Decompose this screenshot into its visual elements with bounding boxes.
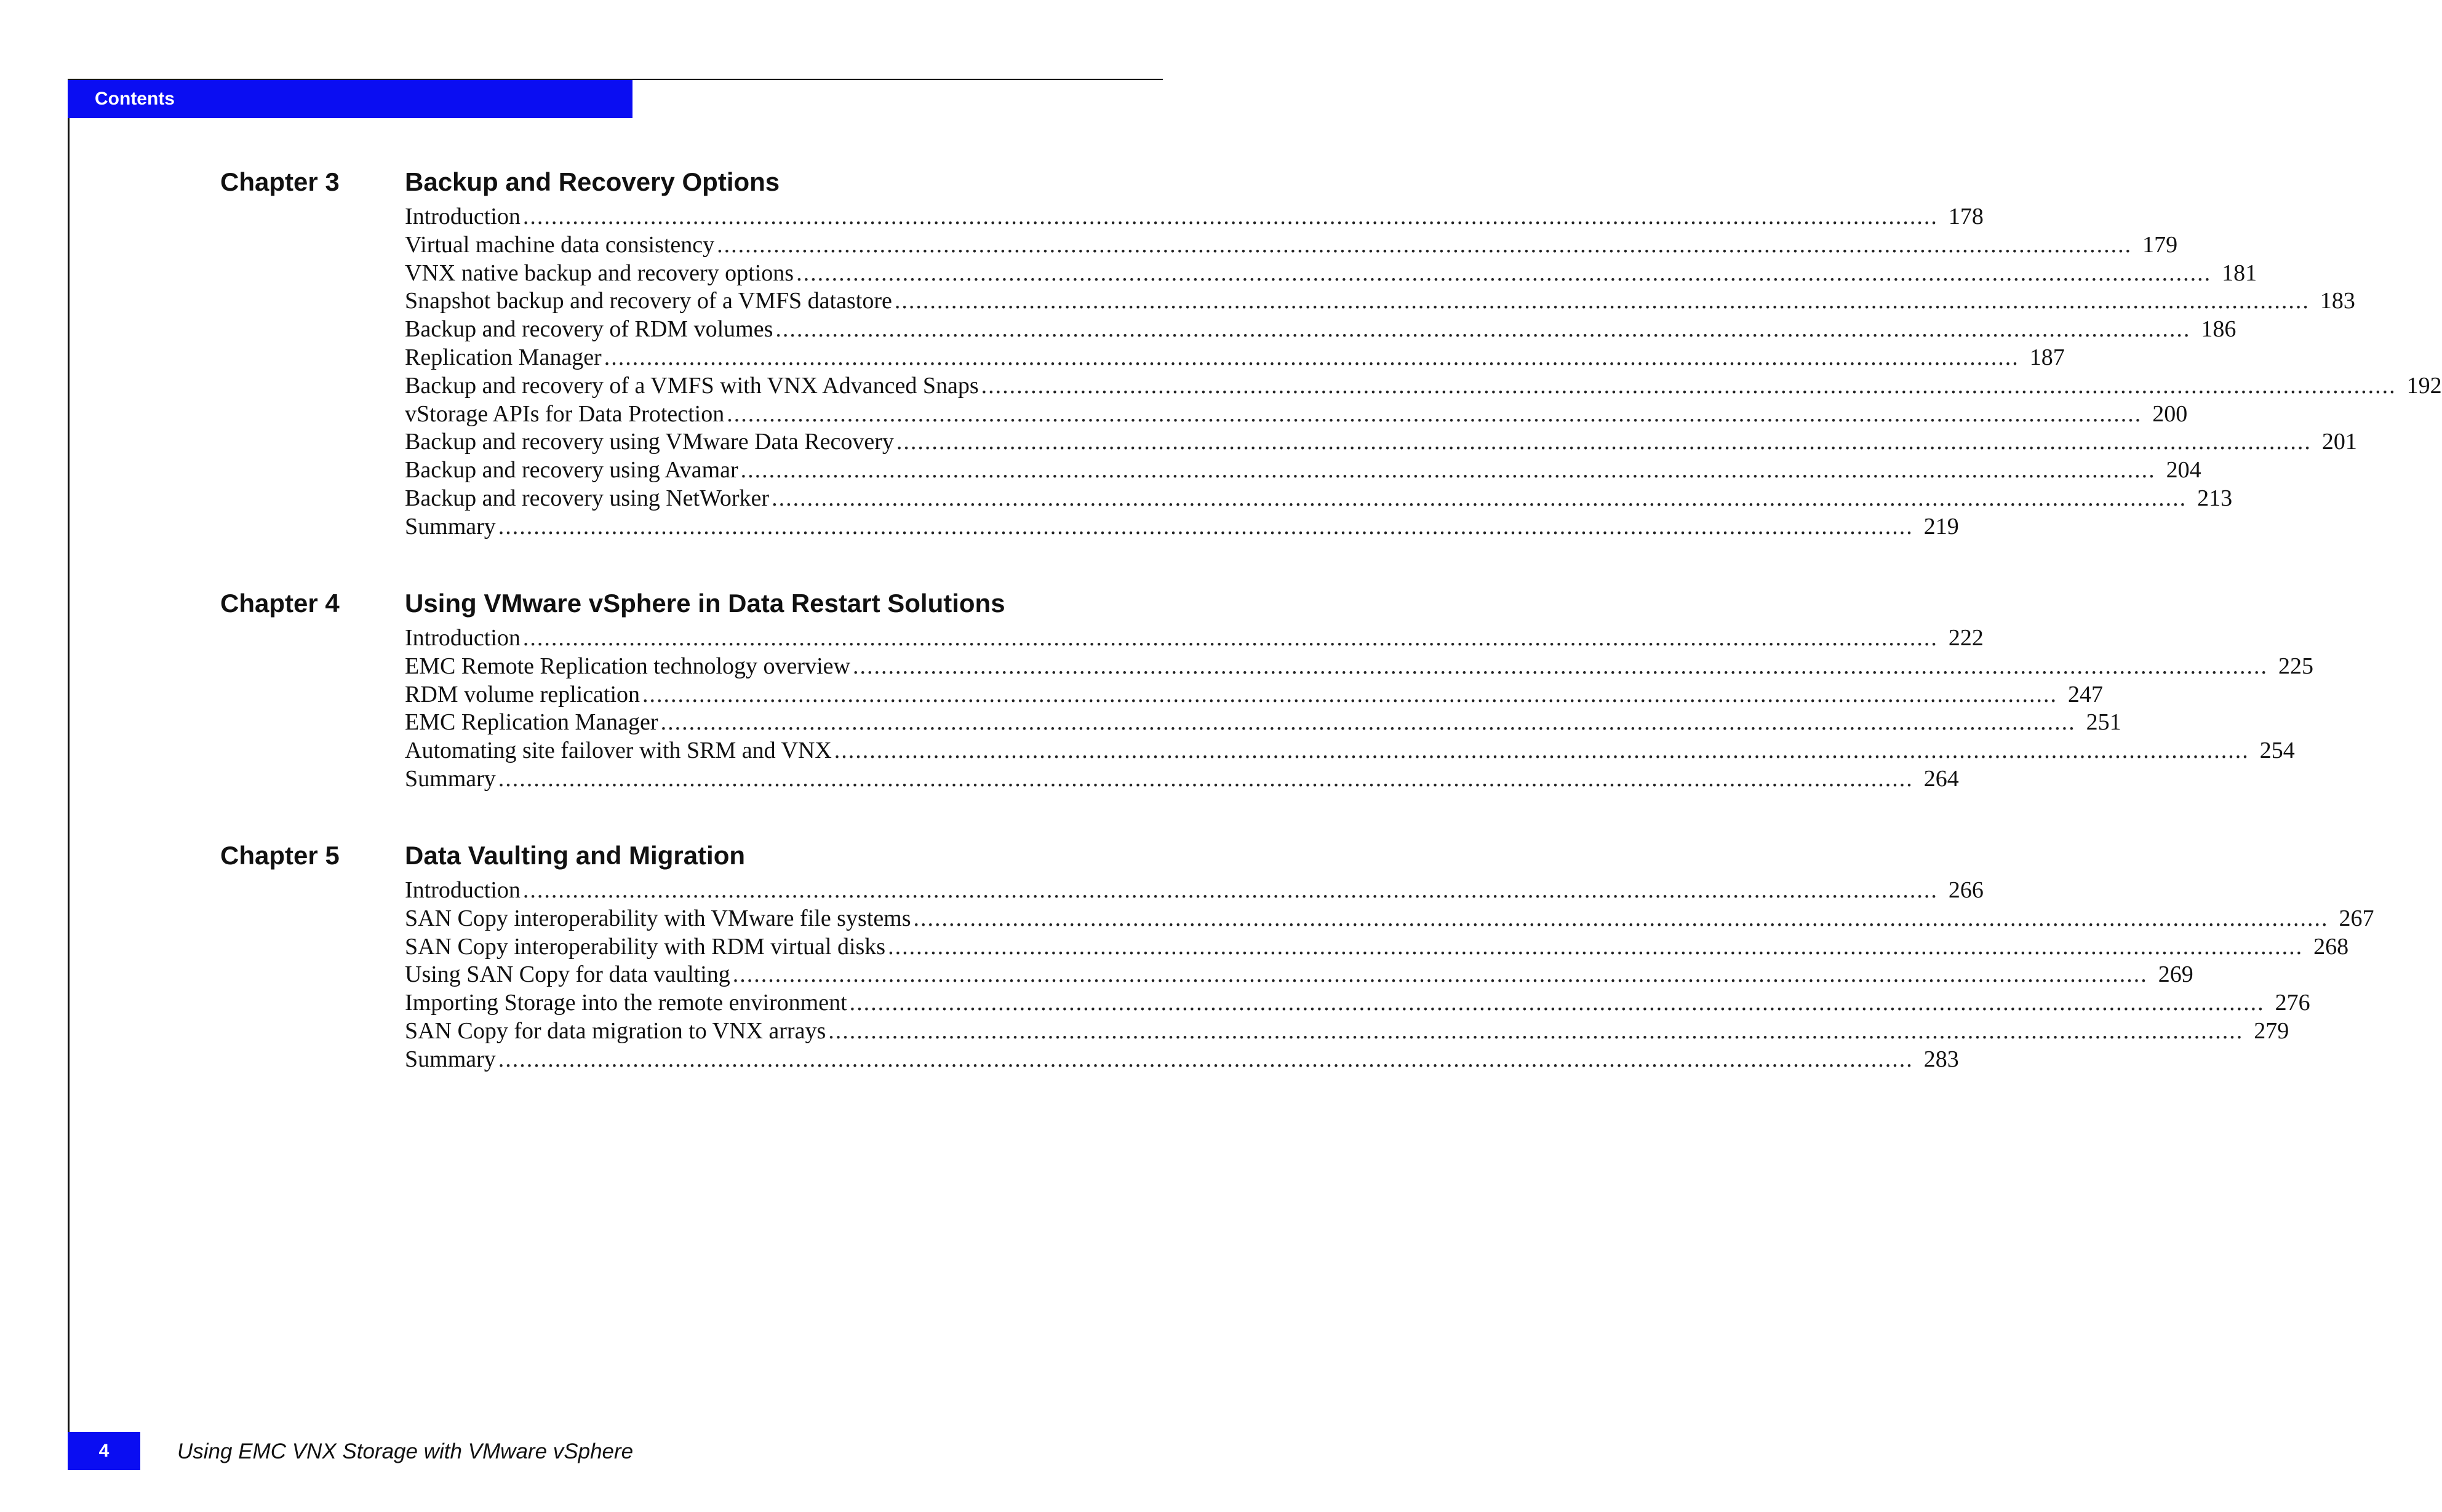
toc-dot-leader: ........................................................................................................................................................................................................ [498,513,1913,539]
toc-entry[interactable] [405,905,2374,933]
toc-dot-leader: ........................................................................................................................................................................................................ [913,905,2329,931]
chapter-title: Using VMware vSphere in Data Restart Solutions [405,589,1005,618]
toc-entry[interactable] [405,933,2349,961]
toc-entry-page-number: 192 [2406,372,2442,399]
toc-entry-page-number: 179 [2142,231,2178,258]
toc-dot-leader: ........................................................................................................................................................................................................ [604,344,2019,370]
toc-entry-page-number: 266 [1948,877,1984,903]
chapter-title: Data Vaulting and Migration [405,841,746,870]
toc-entry-page-number: 264 [1923,765,1959,792]
toc-entry[interactable] [405,877,1984,905]
toc-entry-title: EMC Remote Replication technology overview [405,653,850,679]
toc-entry-title: Using SAN Copy for data vaulting [405,961,730,988]
toc-entry-page-number: 254 [2259,738,2295,764]
toc-dot-leader: ........................................................................................................................................................................................................ [849,990,2265,1016]
toc-entry[interactable] [405,737,2295,765]
toc-entry[interactable] [405,989,2310,1017]
toc-entry-title: Importing Storage into the remote environment [405,990,847,1016]
toc-entry-title: Summary [405,765,496,792]
toc-entry[interactable] [405,681,2104,709]
section-header-tab: Contents [68,80,632,118]
toc-entry-page-number: 178 [1948,204,1984,229]
toc-dot-leader: ........................................................................................................................................................................................................ [522,204,1938,229]
footer-page-number: 4 [68,1432,140,1470]
toc-dot-leader: ........................................................................................................................................................................................................ [642,681,2058,707]
toc-entry-page-number: 283 [1923,1046,1959,1072]
chapter-entries [405,624,2313,794]
toc-dot-leader: ........................................................................................................................................................................................................ [498,1046,1913,1072]
toc-entry[interactable] [405,624,1984,653]
toc-entry[interactable] [405,428,2357,456]
toc-entry-title: Backup and recovery using VMware Data Recovery [405,429,894,455]
toc-entry[interactable] [405,765,1959,794]
toc-entry-page-number: 181 [2222,260,2257,286]
toc-entry-page-number: 269 [2158,961,2193,988]
toc-entry-title: Summary [405,513,496,539]
chapter-label: Chapter 4 [220,589,340,618]
toc-dot-leader: ........................................................................................................................................................................................................ [727,400,2142,427]
toc-entry[interactable] [405,961,2193,989]
margin-rule [68,79,70,1469]
toc-entry[interactable] [405,709,2121,737]
toc-entry-title: vStorage APIs for Data Protection [405,400,725,427]
toc-entry-page-number: 222 [1948,625,1984,651]
toc-entry-page-number: 186 [2201,316,2237,343]
toc-entry-title: Introduction [405,877,521,903]
toc-entry[interactable] [405,231,2178,260]
chapter-title: Backup and Recovery Options [405,167,780,196]
toc-entry-title: Backup and recovery of RDM volumes [405,316,773,343]
chapter-entries [405,203,2442,541]
toc-entry-title: Snapshot backup and recovery of a VMFS datastore [405,288,892,314]
toc-dot-leader: ........................................................................................................................................................................................................ [888,933,2304,960]
toc-entry[interactable] [405,653,2313,681]
toc-dot-leader: ........................................................................................................................................................................................................ [660,709,2076,736]
toc-dot-leader: ........................................................................................................................................................................................................ [717,231,2133,258]
toc-entry-page-number: 187 [2029,344,2065,370]
toc-entry-page-number: 183 [2320,288,2355,314]
toc-entry-title: Automating site failover with SRM and VNX [405,738,832,764]
toc-dot-leader: ........................................................................................................................................................................................................ [498,765,1913,792]
toc-dot-leader: ........................................................................................................................................................................................................ [981,372,2396,399]
toc-entry[interactable] [405,513,1959,541]
toc-entry-page-number: 247 [2068,681,2104,707]
chapter-label: Chapter 5 [220,841,340,870]
toc-entry-page-number: 204 [2166,457,2201,483]
toc-entry[interactable] [405,400,2188,429]
toc-dot-leader: ........................................................................................................................................................................................................ [522,877,1938,903]
toc-entry-page-number: 200 [2152,400,2188,427]
toc-entry-page-number: 267 [2339,905,2374,931]
footer-book-title: Using EMC VNX Storage with VMware vSphere [177,1439,634,1463]
toc-dot-leader: ........................................................................................................................................................................................................ [772,485,2187,511]
toc-entry-title: SAN Copy for data migration to VNX arrays [405,1017,826,1044]
toc-entry-title: Backup and recovery using NetWorker [405,485,770,511]
toc-entry-title: RDM volume replication [405,681,640,707]
toc-entry-page-number: 225 [2278,653,2313,679]
toc-entry-page-number: 279 [2254,1017,2289,1044]
toc-entry-title: SAN Copy interoperability with VMware file systems [405,905,911,931]
toc-dot-leader: ........................................................................................................................................................................................................ [732,961,2148,988]
toc-entry[interactable] [405,456,2201,485]
toc-entry[interactable] [405,1046,1959,1074]
toc-entry-title: VNX native backup and recovery options [405,260,794,286]
toc-entry-title: Introduction [405,625,521,651]
toc-entry-page-number: 268 [2313,933,2349,960]
toc-entry-page-number: 276 [2275,990,2310,1016]
toc-dot-leader: ........................................................................................................................................................................................................ [828,1017,2244,1044]
toc-entry[interactable] [405,485,2233,513]
toc-dot-leader: ........................................................................................................................................................................................................ [775,316,2191,343]
toc-dot-leader: ........................................................................................................................................................................................................ [834,738,2249,764]
toc-entry-title: Replication Manager [405,344,602,370]
toc-entry-page-number: 219 [1923,513,1959,539]
toc-entry[interactable] [405,316,2237,344]
toc-dot-leader: ........................................................................................................................................................................................................ [740,457,2156,483]
toc-entry-title: SAN Copy interoperability with RDM virtual disks [405,933,886,960]
chapter-entries [405,877,2374,1074]
toc-entry-page-number: 201 [2321,429,2357,455]
toc-dot-leader: ........................................................................................................................................................................................................ [896,429,2312,455]
toc-entry-title: EMC Replication Manager [405,709,658,736]
toc-dot-leader: ........................................................................................................................................................................................................ [522,625,1938,651]
toc-entry[interactable] [405,372,2442,400]
toc-entry[interactable] [405,344,2065,372]
toc-entry-title: Virtual machine data consistency [405,231,715,258]
toc-dot-leader: ........................................................................................................................................................................................................ [796,260,2212,286]
toc-entry-page-number: 213 [2197,485,2233,511]
toc-entry[interactable] [405,203,1984,231]
toc-entry-title: Introduction [405,204,521,229]
toc-dot-leader: ........................................................................................................................................................................................................ [894,288,2310,314]
toc-entry[interactable] [405,1017,2289,1046]
toc-entry[interactable] [405,287,2355,316]
chapter-label: Chapter 3 [220,167,340,196]
toc-entry-page-number: 251 [2086,709,2121,736]
toc-dot-leader: ........................................................................................................................................................................................................ [852,653,2268,679]
toc-entry-title: Summary [405,1046,496,1072]
toc-entry-title: Backup and recovery using Avamar [405,457,738,483]
toc-entry[interactable] [405,260,2257,288]
toc-entry-title: Backup and recovery of a VMFS with VNX Advanced Snaps [405,372,979,399]
